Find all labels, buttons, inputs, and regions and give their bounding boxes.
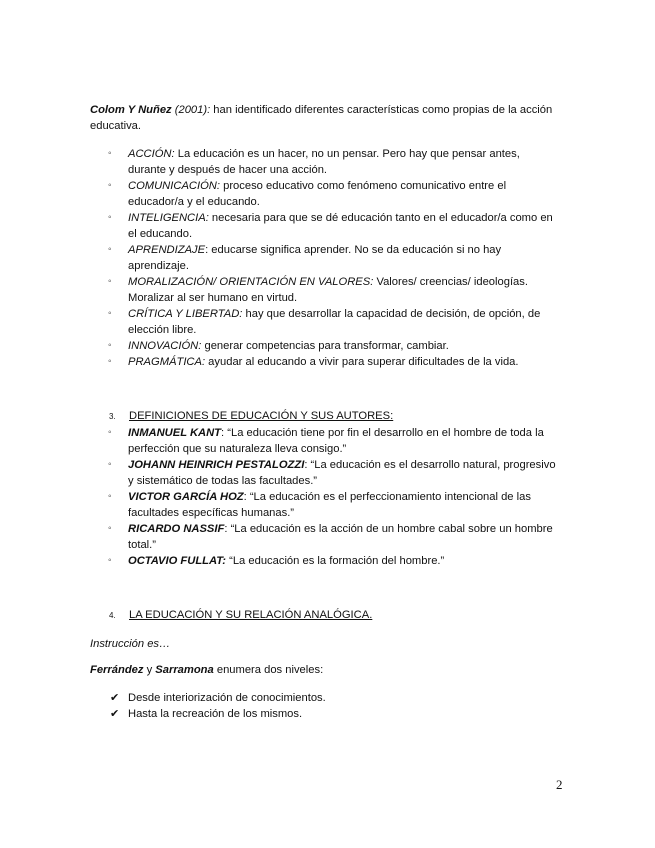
author-name: VICTOR GARCÍA HOZ — [128, 491, 244, 503]
list-item — [108, 242, 560, 274]
list-item — [108, 489, 560, 521]
item-text: La educación es un hacer, no un pensar. Pero hay que pensar antes, durante y después de hacer una acción. — [128, 148, 520, 176]
section-4-number: 4. — [109, 611, 116, 620]
list-item — [108, 306, 560, 338]
author-separator: : — [304, 459, 311, 471]
author-name: OCTAVIO FULLAT: — [128, 555, 226, 567]
item-text: generar competencias para transformar, cambiar. — [201, 340, 449, 352]
list-item — [108, 425, 560, 457]
list-item — [108, 457, 560, 489]
item-text: hay que desarrollar la capacidad de decisión, de opción, de elección libre. — [128, 308, 541, 336]
list-item — [108, 210, 560, 242]
list-item — [108, 553, 560, 569]
section-4-heading — [109, 607, 372, 624]
author-quote: “La educación es la acción de un hombre cabal sobre un hombre total.” — [128, 523, 553, 551]
author-separator: : — [224, 523, 231, 535]
levels-and: y — [143, 664, 156, 676]
levels-list — [110, 690, 326, 722]
levels-intro — [90, 662, 323, 678]
author-quote: “La educación es el perfeccionamiento intencional de las facultades específicas humanas.” — [128, 491, 531, 519]
list-item — [108, 354, 560, 370]
item-term: MORALIZACIÓN/ ORIENTACIÓN EN VALORES: — [128, 276, 374, 288]
author-quote: “La educación tiene por fin el desarrollo en el hombre de toda la perfección que su naturaleza lleva consigo.” — [128, 427, 544, 455]
author-name: RICARDO NASSIF — [128, 523, 225, 535]
level-text: Hasta la recreación de los mismos. — [128, 708, 303, 720]
item-term: APRENDIZAJE — [128, 244, 206, 256]
intro-paragraph — [90, 102, 560, 134]
list-item — [110, 690, 326, 706]
section-3-title: DEFINICIONES DE EDUCACIÓN Y SUS AUTORES: — [129, 410, 394, 422]
author-quote: “La educación es la formación del hombre.” — [229, 555, 445, 567]
list-item — [108, 146, 560, 178]
levels-text: enumera dos niveles: — [213, 664, 324, 676]
section-4-subtitle: Instrucción es… — [90, 638, 171, 650]
item-text: proceso educativo como fenómeno comunicativo entre el educador/a y el educando. — [128, 180, 507, 208]
list-item — [108, 521, 560, 553]
page-number: 2 — [556, 777, 563, 792]
section-3-number: 3. — [109, 412, 116, 421]
list-item — [110, 706, 326, 722]
item-text: Valores/ creencias/ ideologías. Moralizar al ser humano en virtud. — [128, 276, 528, 304]
author-separator: : — [221, 427, 228, 439]
item-term: PRAGMÁTICA: — [128, 356, 206, 368]
characteristics-list — [108, 146, 560, 370]
author-separator: : — [243, 491, 250, 503]
item-text: necesaria para que se dé educación tanto en el educador/a como en el educando. — [128, 212, 553, 240]
intro-year: (2001): — [174, 104, 211, 116]
item-term: INNOVACIÓN: — [128, 340, 202, 352]
item-term: COMUNICACIÓN: — [128, 180, 220, 192]
item-term: INTELIGENCIA: — [128, 212, 209, 224]
list-item — [108, 178, 560, 210]
list-item — [108, 274, 560, 306]
intro-author: Colom Y Nuñez — [90, 104, 172, 116]
section-4-title: LA EDUCACIÓN Y SU RELACIÓN ANALÓGICA. — [129, 609, 373, 621]
item-text: ayudar al educando a vivir para superar dificultades de la vida. — [205, 356, 519, 368]
item-term: ACCIÓN: — [128, 148, 175, 160]
levels-author-2: Sarramona — [155, 664, 214, 676]
item-term: CRÍTICA Y LIBERTAD: — [128, 308, 243, 320]
author-name: INMANUEL KANT — [128, 427, 222, 439]
author-quote: “La educación es el desarrollo natural, progresivo y sistemático de todas las facultades.” — [128, 459, 556, 487]
authors-list — [108, 425, 560, 569]
levels-author-1: Ferrández — [90, 664, 144, 676]
item-text: : educarse significa aprender. No se da educación si no hay aprendizaje. — [128, 244, 502, 272]
intro-text: han identificado diferentes características como propias de la acción educativa. — [90, 104, 553, 132]
list-item — [108, 338, 560, 354]
section-3-heading — [109, 408, 393, 425]
level-text: Desde interiorización de conocimientos. — [128, 692, 326, 704]
author-name: JOHANN HEINRICH PESTALOZZI — [128, 459, 305, 471]
